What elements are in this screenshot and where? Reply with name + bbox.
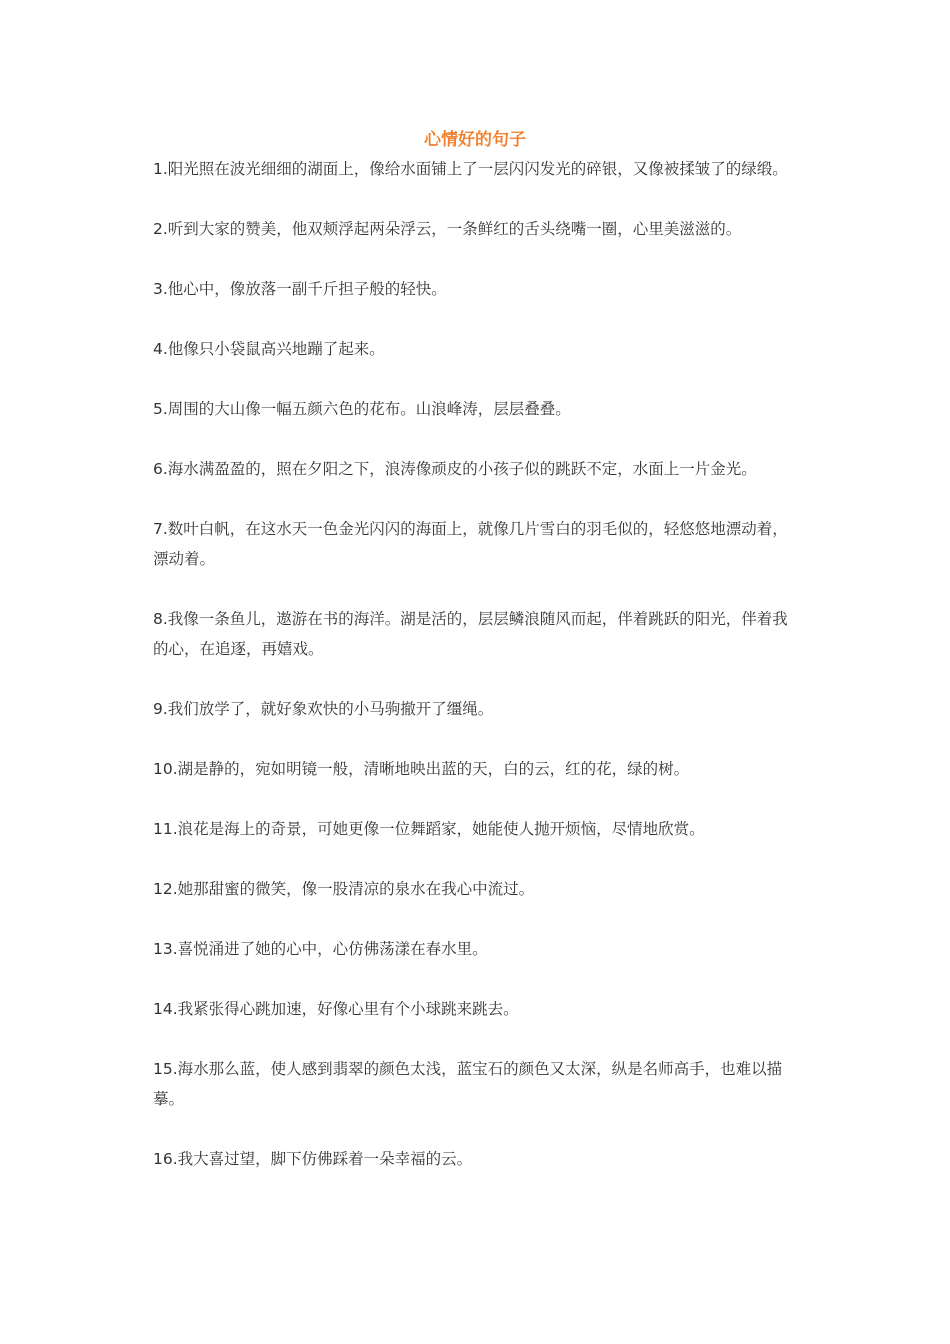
sentence-item: 7.数叶白帆，在这水天一色金光闪闪的海面上，就像几片雪白的羽毛似的，轻悠悠地漂动着，漂动着。: [153, 520, 788, 568]
sentence-list: [153, 154, 803, 1204]
sentence-item: 1.阳光照在波光细细的湖面上，像给水面铺上了一层闪闪发光的碎银，又像被揉皱了的绿缎。: [153, 160, 788, 178]
sentence-item: 3.他心中，像放落一副千斤担子般的轻快。: [153, 280, 447, 298]
sentence-item: 15.海水那么蓝，使人感到翡翠的颜色太浅，蓝宝石的颜色又太深，纵是名师高手，也难以描摹。: [153, 1060, 783, 1108]
sentence-item: 9.我们放学了，就好象欢快的小马驹撤开了缰绳。: [153, 700, 494, 718]
sentence-item: 11.浪花是海上的奇景，可她更像一位舞蹈家，她能使人抛开烦恼，尽情地欣赏。: [153, 820, 705, 838]
sentence-item: 13.喜悦涌进了她的心中，心仿佛荡漾在春水里。: [153, 940, 488, 958]
sentence-item: 10.湖是静的，宛如明镜一般，清晰地映出蓝的天，白的云，红的花，绿的树。: [153, 760, 690, 778]
sentence-item: 2.听到大家的赞美，他双颊浮起两朵浮云，一条鲜红的舌头绕嘴一圈，心里美滋滋的。: [153, 220, 742, 238]
sentence-item: 5.周围的大山像一幅五颜六色的花布。山浪峰涛，层层叠叠。: [153, 400, 571, 418]
sentence-item: 16.我大喜过望，脚下仿佛踩着一朵幸福的云。: [153, 1150, 473, 1168]
sentence-item: 14.我紧张得心跳加速，好像心里有个小球跳来跳去。: [153, 1000, 519, 1018]
sentence-item: 8.我像一条鱼儿，遨游在书的海洋。湖是活的，层层鳞浪随风而起，伴着跳跃的阳光，伴着我的心，在追逐，再嬉戏。: [153, 610, 788, 658]
sentence-item: 6.海水满盈盈的，照在夕阳之下，浪涛像顽皮的小孩子似的跳跃不定，水面上一片金光。: [153, 460, 757, 478]
sentence-item: 12.她那甜蜜的微笑，像一股清凉的泉水在我心中流过。: [153, 880, 535, 898]
document-title: 心情好的句子: [424, 130, 526, 150]
sentence-item: 4.他像只小袋鼠高兴地蹦了起来。: [153, 340, 385, 358]
